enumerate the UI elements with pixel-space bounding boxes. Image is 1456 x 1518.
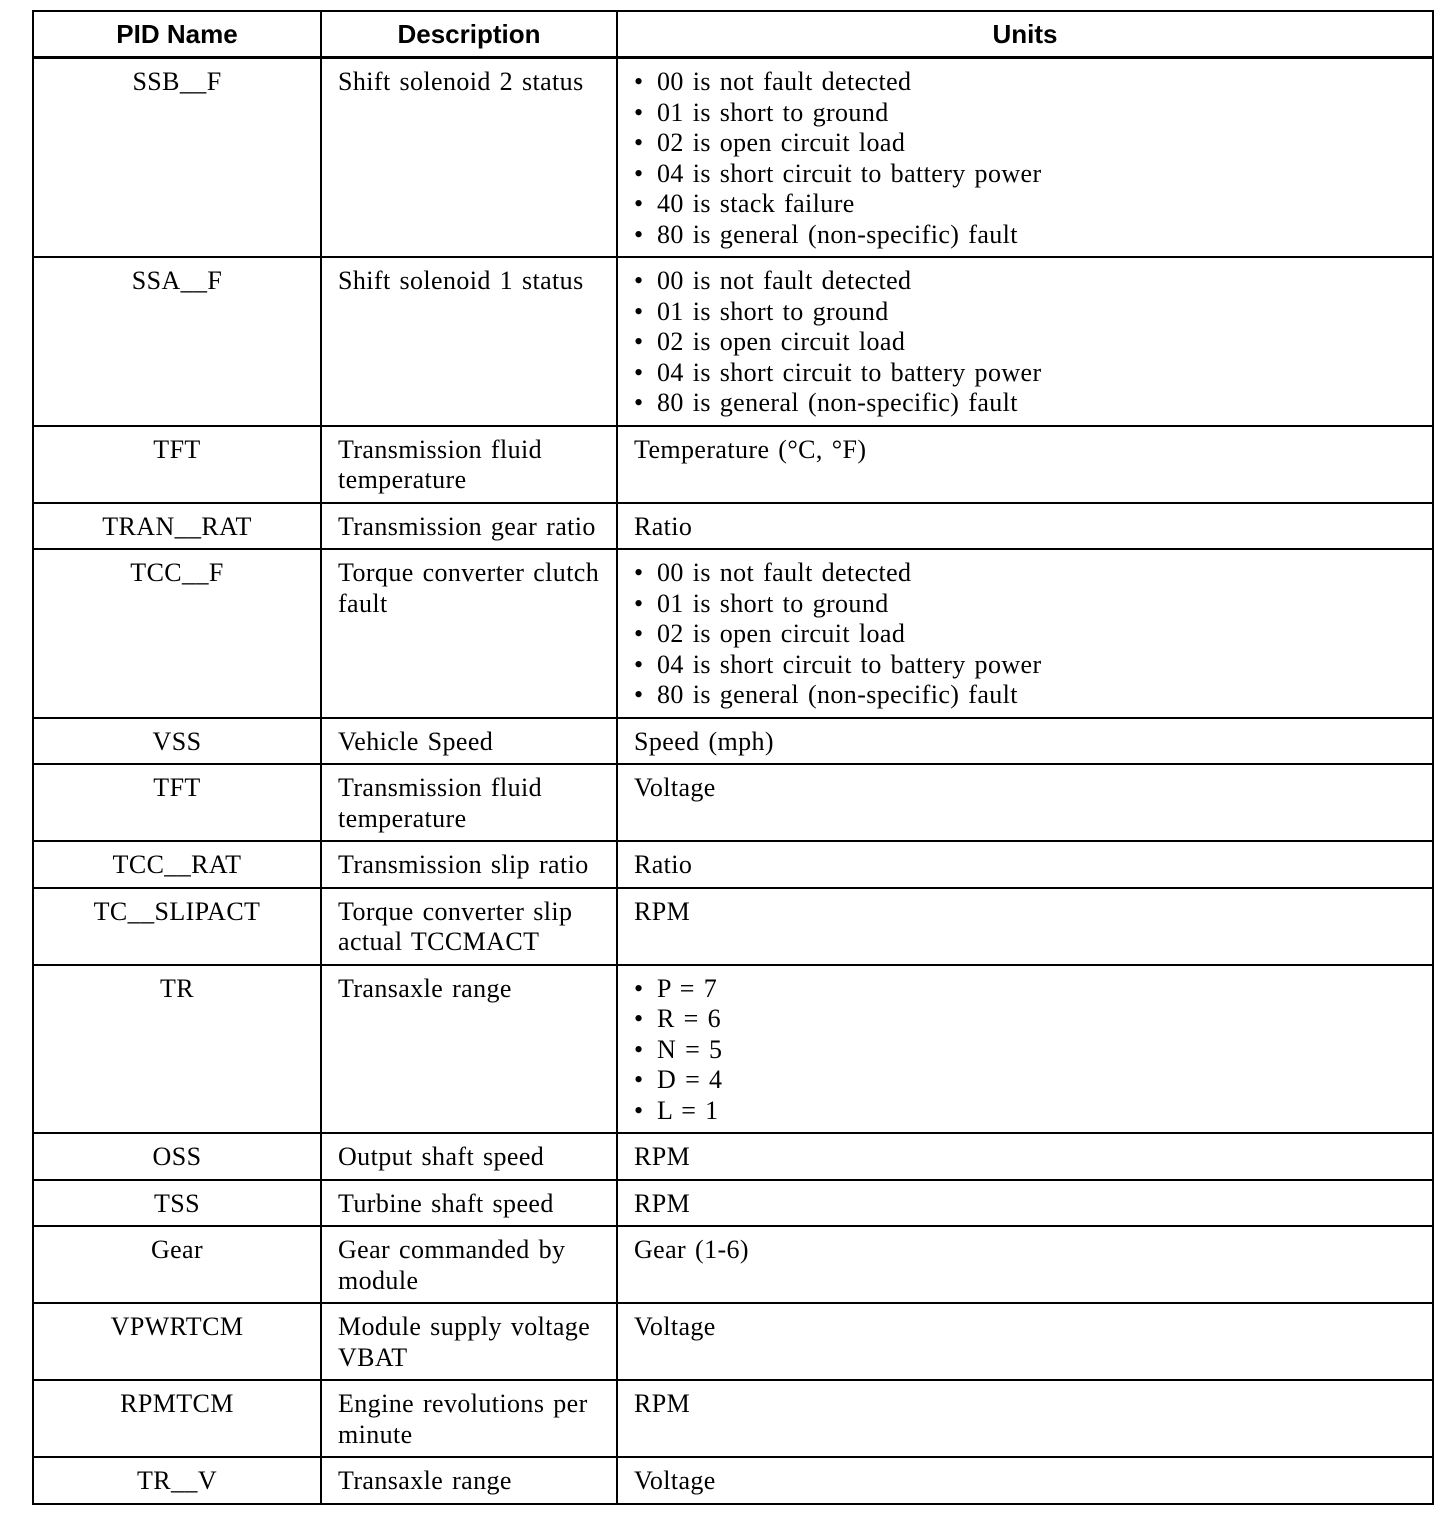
units-list-item: • R = 6 <box>634 1004 1416 1035</box>
pid-name-cell: TCC__F <box>33 549 321 718</box>
units-list-item: • P = 7 <box>634 974 1416 1005</box>
description-cell: Vehicle Speed <box>321 718 617 765</box>
units-list-item: • 80 is general (non-specific) fault <box>634 680 1416 711</box>
table-row <box>33 718 1433 765</box>
pid-name-cell: TCC__RAT <box>33 841 321 888</box>
description-cell: Turbine shaft speed <box>321 1180 617 1227</box>
description-cell: Output shaft speed <box>321 1133 617 1180</box>
pid-name-cell: TSS <box>33 1180 321 1227</box>
units-cell: Voltage <box>617 1303 1433 1380</box>
units-list-item: • N = 5 <box>634 1035 1416 1066</box>
pid-name-cell: TFT <box>33 426 321 503</box>
table-row <box>33 503 1433 550</box>
units-list-item: • 00 is not fault detected <box>634 266 1416 297</box>
pid-name-cell: Gear <box>33 1226 321 1303</box>
units-list-item: • 04 is short circuit to battery power <box>634 358 1416 389</box>
units-list-item: • 02 is open circuit load <box>634 327 1416 358</box>
table-row <box>33 1457 1433 1504</box>
units-cell: Ratio <box>617 503 1433 550</box>
pid-name-cell: TC__SLIPACT <box>33 888 321 965</box>
pid-name-cell: RPMTCM <box>33 1380 321 1457</box>
units-cell: Speed (mph) <box>617 718 1433 765</box>
table-row <box>33 841 1433 888</box>
header-row <box>33 11 1433 58</box>
table-row <box>33 965 1433 1134</box>
units-list <box>634 558 1416 711</box>
units-list-item: • 01 is short to ground <box>634 297 1416 328</box>
description-cell: Torque converter slip actual TCCMACT <box>321 888 617 965</box>
pid-name-cell: TFT <box>33 764 321 841</box>
units-list <box>634 974 1416 1127</box>
units-list-item: • 04 is short circuit to battery power <box>634 650 1416 681</box>
units-cell <box>617 257 1433 426</box>
units-cell: RPM <box>617 1380 1433 1457</box>
units-cell <box>617 549 1433 718</box>
units-cell: Voltage <box>617 1457 1433 1504</box>
table-row <box>33 1180 1433 1227</box>
description-cell: Transmission gear ratio <box>321 503 617 550</box>
table-row <box>33 58 1433 258</box>
description-cell: Torque converter clutch fault <box>321 549 617 718</box>
description-cell: Module supply voltage VBAT <box>321 1303 617 1380</box>
description-cell: Transmission slip ratio <box>321 841 617 888</box>
description-cell: Engine revolutions per minute <box>321 1380 617 1457</box>
table-row <box>33 1133 1433 1180</box>
table-row <box>33 426 1433 503</box>
units-cell: Voltage <box>617 764 1433 841</box>
units-list-item: • 02 is open circuit load <box>634 619 1416 650</box>
table-row <box>33 764 1433 841</box>
description-cell: Gear commanded by module <box>321 1226 617 1303</box>
units-list <box>634 266 1416 419</box>
description-cell: Shift solenoid 1 status <box>321 257 617 426</box>
units-list-item: • L = 1 <box>634 1096 1416 1127</box>
table-header <box>33 11 1433 58</box>
units-list-item: • 80 is general (non-specific) fault <box>634 388 1416 419</box>
units-list-item: • 80 is general (non-specific) fault <box>634 220 1416 251</box>
column-header-units: Units <box>617 11 1433 58</box>
units-list-item: • 40 is stack failure <box>634 189 1416 220</box>
units-list-item: • 00 is not fault detected <box>634 67 1416 98</box>
description-cell: Transaxle range <box>321 965 617 1134</box>
units-cell <box>617 965 1433 1134</box>
table-row <box>33 888 1433 965</box>
pid-name-cell: OSS <box>33 1133 321 1180</box>
table-body <box>33 58 1433 1504</box>
description-cell: Transmission fluid temperature <box>321 426 617 503</box>
units-cell: Temperature (°C, °F) <box>617 426 1433 503</box>
pid-name-cell: SSA__F <box>33 257 321 426</box>
pid-name-cell: TR <box>33 965 321 1134</box>
table-row <box>33 1380 1433 1457</box>
description-cell: Transaxle range <box>321 1457 617 1504</box>
units-cell: RPM <box>617 1180 1433 1227</box>
units-list-item: • D = 4 <box>634 1065 1416 1096</box>
units-list-item: • 02 is open circuit load <box>634 128 1416 159</box>
units-list-item: • 01 is short to ground <box>634 98 1416 129</box>
units-list <box>634 67 1416 250</box>
pid-name-cell: SSB__F <box>33 58 321 258</box>
units-cell: RPM <box>617 1133 1433 1180</box>
table-row <box>33 1226 1433 1303</box>
units-list-item: • 00 is not fault detected <box>634 558 1416 589</box>
pid-table <box>32 10 1434 1505</box>
pid-name-cell: VPWRTCM <box>33 1303 321 1380</box>
pid-name-cell: TR__V <box>33 1457 321 1504</box>
column-header-description: Description <box>321 11 617 58</box>
units-cell: Gear (1-6) <box>617 1226 1433 1303</box>
description-cell: Shift solenoid 2 status <box>321 58 617 258</box>
units-cell: Ratio <box>617 841 1433 888</box>
table-row <box>33 549 1433 718</box>
description-cell: Transmission fluid temperature <box>321 764 617 841</box>
pid-name-cell: TRAN__RAT <box>33 503 321 550</box>
table-row <box>33 1303 1433 1380</box>
column-header-pid-name: PID Name <box>33 11 321 58</box>
units-list-item: • 04 is short circuit to battery power <box>634 159 1416 190</box>
units-list-item: • 01 is short to ground <box>634 589 1416 620</box>
units-cell <box>617 58 1433 258</box>
pid-name-cell: VSS <box>33 718 321 765</box>
units-cell: RPM <box>617 888 1433 965</box>
table-row <box>33 257 1433 426</box>
